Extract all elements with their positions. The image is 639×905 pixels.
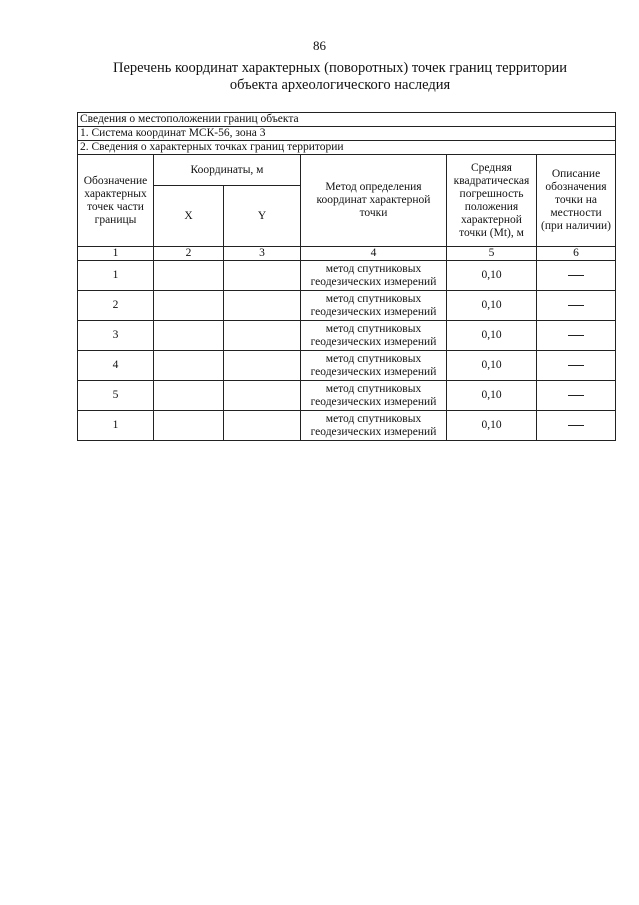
section-points-info: 2. Сведения о характерных точках границ территории	[78, 141, 616, 155]
coordinate-y	[224, 291, 301, 321]
description-cell	[537, 411, 616, 441]
table-row	[78, 321, 616, 351]
description-cell	[537, 351, 616, 381]
header-y: Y	[224, 186, 301, 247]
error-value: 0,10	[447, 411, 537, 441]
method-cell	[301, 351, 447, 381]
method-line-1: метод спутниковых	[325, 322, 422, 335]
header-coordinates: Координаты, м	[154, 155, 301, 186]
coordinate-y	[224, 351, 301, 381]
header-point-designation: Обозначение характерных точек части границы	[78, 155, 154, 247]
dash-mark	[568, 395, 584, 396]
point-number: 3	[78, 321, 154, 351]
method-cell	[301, 381, 447, 411]
point-number: 1	[78, 411, 154, 441]
coordinates-table	[77, 112, 616, 441]
method-cell	[301, 261, 447, 291]
method-line-1: метод спутниковых	[325, 412, 422, 425]
method-line-1: метод спутниковых	[325, 382, 422, 395]
method-line-1: метод спутниковых	[325, 352, 422, 365]
method-line-2: геодезических измерений	[310, 425, 437, 438]
dash-mark	[568, 335, 584, 336]
description-cell	[537, 291, 616, 321]
section-location: Сведения о местоположении границ объекта	[78, 113, 616, 127]
table-row	[78, 381, 616, 411]
method-line-2: геодезических измерений	[310, 305, 437, 318]
method-line-2: геодезических измерений	[310, 275, 437, 288]
point-number: 2	[78, 291, 154, 321]
column-number: 4	[301, 247, 447, 261]
method-line-1: метод спутниковых	[325, 262, 422, 275]
coordinate-x	[154, 261, 224, 291]
description-cell	[537, 261, 616, 291]
error-value: 0,10	[447, 351, 537, 381]
coordinate-x	[154, 351, 224, 381]
error-value: 0,10	[447, 261, 537, 291]
column-number: 2	[154, 247, 224, 261]
dash-mark	[568, 275, 584, 276]
error-value: 0,10	[447, 381, 537, 411]
table-row	[78, 411, 616, 441]
page-number: 86	[313, 38, 326, 53]
dash-mark	[568, 305, 584, 306]
coordinate-y	[224, 411, 301, 441]
column-number: 5	[447, 247, 537, 261]
coordinate-x	[154, 291, 224, 321]
header-method: Метод определения координат характерной точки	[301, 155, 447, 247]
point-number: 4	[78, 351, 154, 381]
dash-mark	[568, 365, 584, 366]
coordinate-y	[224, 381, 301, 411]
column-number: 6	[537, 247, 616, 261]
header-x: X	[154, 186, 224, 247]
table-row	[78, 261, 616, 291]
error-value: 0,10	[447, 321, 537, 351]
column-number: 3	[224, 247, 301, 261]
dash-mark	[568, 425, 584, 426]
method-line-2: геодезических измерений	[310, 395, 437, 408]
description-cell	[537, 381, 616, 411]
coordinate-y	[224, 261, 301, 291]
coordinate-y	[224, 321, 301, 351]
section-coord-system: 1. Система координат МСК-56, зона 3	[78, 127, 616, 141]
coordinate-x	[154, 411, 224, 441]
title-line-2: объекта археологического наследия	[229, 77, 451, 93]
point-number: 5	[78, 381, 154, 411]
document-title	[60, 60, 620, 94]
column-number: 1	[78, 247, 154, 261]
description-cell	[537, 321, 616, 351]
method-cell	[301, 321, 447, 351]
table-row	[78, 291, 616, 321]
point-number: 1	[78, 261, 154, 291]
method-line-1: метод спутниковых	[325, 292, 422, 305]
error-value: 0,10	[447, 291, 537, 321]
header-description: Описание обозначения точки на местности (при наличии)	[537, 155, 616, 247]
title-line-1: Перечень координат характерных (поворотных) точек границ территории	[112, 60, 568, 76]
coordinate-x	[154, 321, 224, 351]
method-cell	[301, 291, 447, 321]
coordinate-x	[154, 381, 224, 411]
method-cell	[301, 411, 447, 441]
table-row	[78, 351, 616, 381]
method-line-2: геодезических измерений	[310, 365, 437, 378]
header-error: Средняя квадратическая погрешность положения характерной точки (Mt), м	[447, 155, 537, 247]
method-line-2: геодезических измерений	[310, 335, 437, 348]
